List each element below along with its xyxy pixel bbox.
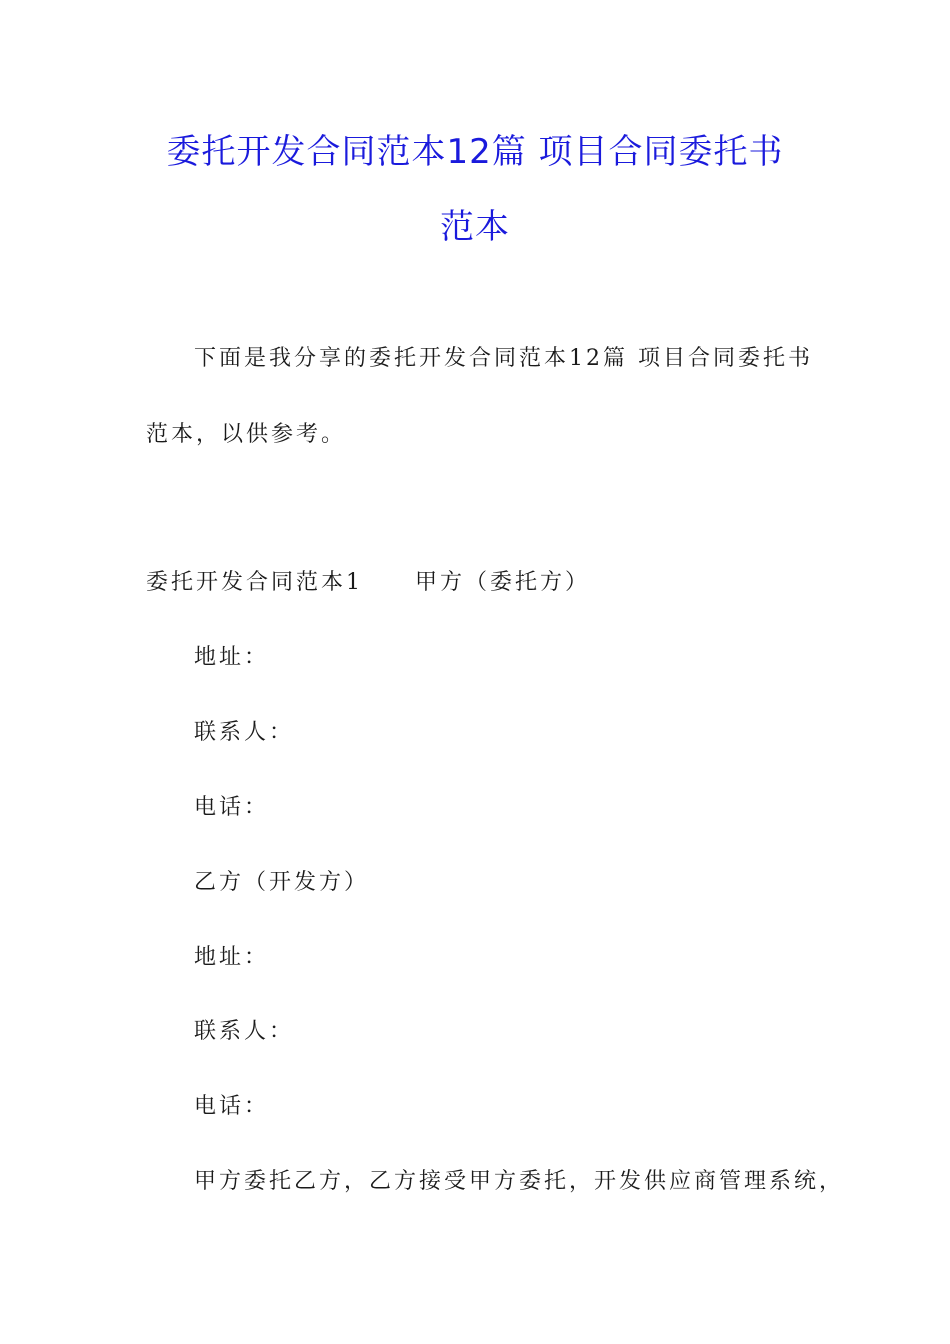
section-heading-row <box>146 568 590 598</box>
body-paragraph-line-1: 甲方委托乙方，乙方接受甲方委托，开发供应商管理系统， <box>194 1169 845 1194</box>
party-a-address: 地址： <box>194 645 270 670</box>
section-heading: 委托开发合同范本1 <box>146 570 363 595</box>
party-b-phone: 电话： <box>194 1094 270 1119</box>
party-a-phone: 电话： <box>194 795 270 820</box>
document-title-line-2: 范本 <box>440 207 510 247</box>
document-title-line-1: 委托开发合同范本12篇 项目合同委托书 <box>166 132 784 172</box>
party-a-label: 甲方（委托方） <box>415 570 591 595</box>
intro-paragraph-line-2: 范本，以供参考。 <box>146 422 347 447</box>
intro-paragraph-line-1: 下面是我分享的委托开发合同范本12篇 项目合同委托书 <box>194 346 813 371</box>
party-a-contact: 联系人： <box>194 720 295 745</box>
party-b-address: 地址： <box>194 945 270 970</box>
party-b-label: 乙方（开发方） <box>194 870 370 895</box>
party-b-contact: 联系人： <box>194 1019 295 1044</box>
